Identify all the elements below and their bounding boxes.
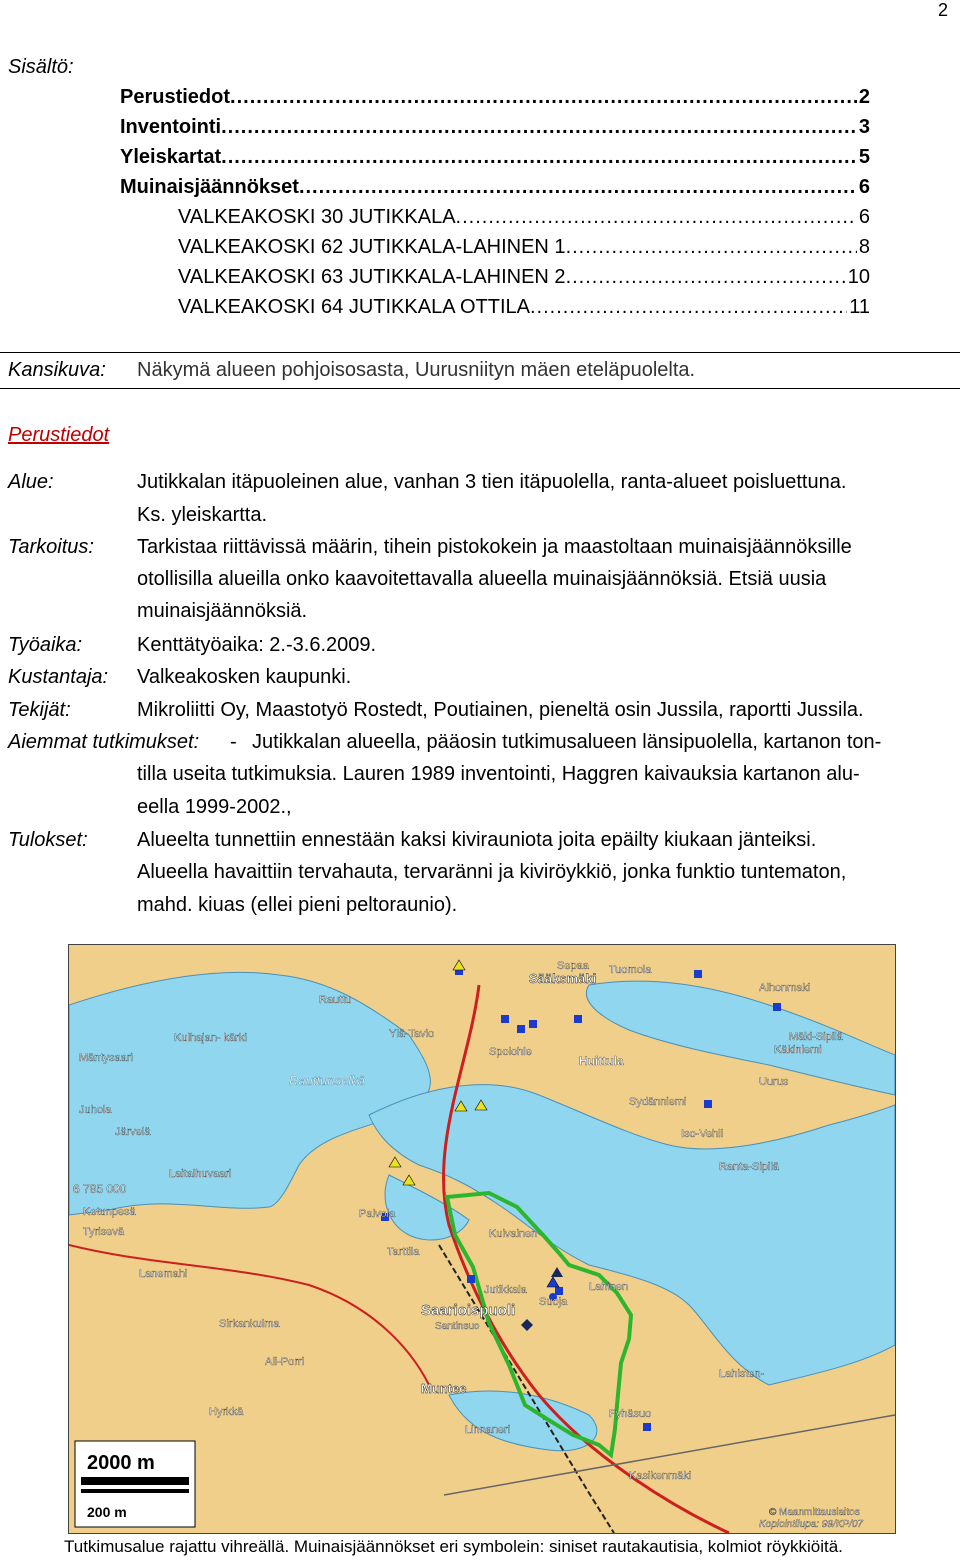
toc-entry-page: 3 [858, 116, 870, 138]
map-place-label: Sydänniemi [629, 1096, 687, 1108]
list-dash: - [230, 731, 237, 753]
aiemmat-text-line: eella 1999-2002., [137, 796, 292, 818]
tulokset-text-line: mahd. kiuas (ellei pieni peltoraunio). [137, 894, 458, 916]
kustantaja-value: Valkeakosken kaupunki. [137, 666, 352, 688]
site-marker-square-icon [517, 1025, 525, 1033]
map-place-label: Rauttu [319, 994, 352, 1006]
toc-entry-title: Inventointi [120, 116, 222, 138]
map-place-label: Ylä-Tavio [389, 1028, 435, 1040]
tekijat-value: Mikroliitti Oy, Maastotyö Rostedt, Poutiainen, pieneltä osin Jussila, raportti Jussila. [137, 699, 864, 721]
toc-entry-title: VALKEAKOSKI 63 JUTIKKALA-LAHINEN 2 [178, 266, 566, 288]
field-label-aiemmat: Aiemmat tutkimukset: [8, 731, 200, 753]
toc-entry-title: VALKEAKOSKI 64 JUTIKKALA OTTILA [178, 296, 530, 318]
toc-title: Sisältö: [8, 56, 74, 78]
map-copyright: © Maanmittauslaitos [769, 1507, 860, 1518]
toc-entry[interactable] [120, 146, 870, 172]
toc-entry[interactable] [178, 206, 870, 232]
toc-leader [530, 296, 847, 319]
map-place-label: Laitalhuvaari [169, 1168, 232, 1180]
toc-leader [221, 116, 857, 139]
aiemmat-text-line: Jutikkalan alueella, pääosin tutkimusalueen länsipuolella, kartanon ton- [252, 731, 882, 753]
toc-entry-page: 6 [858, 176, 870, 198]
map-place-label: Rauttunselkä [289, 1073, 365, 1088]
map-place-label: Lahisten- [719, 1368, 765, 1380]
map-grid-label: 6 785 000 [73, 1182, 127, 1196]
toc-entry-page: 6 [858, 206, 870, 228]
tulokset-text-line: Alueelta tunnettiin ennestään kaksi kivirauniota joita epäilty kiukaan jänteiksi. [137, 829, 817, 851]
map-place-label: Linnaneri [465, 1424, 511, 1436]
site-marker-square-icon [704, 1100, 712, 1108]
survey-area-map [68, 944, 896, 1534]
field-label-tulokset: Tulokset: [8, 829, 88, 851]
map-caption: Tutkimusalue rajattu vihreällä. Muinaisjäännökset eri symbolein: siniset rautakautisia, kolmiot röykkiöitä. [64, 1537, 843, 1556]
site-marker-square-icon [467, 1275, 475, 1283]
site-marker-square-icon [694, 970, 702, 978]
map-place-label: Kuivainen [489, 1228, 538, 1240]
map-place-label: Tarttila [387, 1246, 420, 1258]
map-place-label: Järvelä [115, 1126, 151, 1138]
aiemmat-text-line: tilla useita tutkimuksia. Lauren 1989 inventointi, Haggren kaivauksia kartanon alu- [137, 763, 860, 785]
toc-entry-title: VALKEAKOSKI 30 JUTIKKALA [178, 206, 456, 228]
site-marker-square-icon [555, 1287, 563, 1295]
map-place-label: Uurus [759, 1076, 789, 1088]
toc-entry[interactable] [178, 266, 870, 292]
tarkoitus-text-line: Tarkistaa riittävissä määrin, tihein pistokokein ja maastoltaan muinaisjäännöksille [137, 536, 852, 558]
toc-leader [221, 146, 857, 169]
map-place-label: Ali-Porri [265, 1356, 305, 1368]
toc-entry-title: VALKEAKOSKI 62 JUTIKKALA-LAHINEN 1 [178, 236, 566, 258]
alue-text-line: Jutikkalan itäpuoleinen alue, vanhan 3 tien itäpuolella, ranta-alueet poisluettuna. [137, 471, 847, 493]
tyoaika-value: Kenttätyöaika: 2.-3.6.2009. [137, 634, 377, 656]
toc-entry-page: 10 [847, 266, 870, 288]
map-place-label: Iso-Vehli [681, 1128, 724, 1140]
map-place-label: Ranta-Sipilä [719, 1161, 779, 1173]
map-place-label: Hyrkkä [209, 1406, 244, 1418]
horizontal-rule [0, 352, 960, 353]
toc-entry[interactable] [178, 236, 870, 262]
scale-bar [81, 1477, 189, 1485]
toc-entry[interactable] [120, 176, 870, 202]
cover-description: Näkymä alueen pohjoisosasta, Uurusniityn mäen eteläpuolelta. [137, 359, 696, 381]
map-place-label: Muntee [421, 1381, 467, 1396]
scale-label-large: 2000 m [87, 1452, 155, 1474]
page-number: 2 [937, 0, 948, 20]
toc-leader [456, 206, 857, 229]
toc-entry[interactable] [120, 116, 870, 142]
toc-leader [299, 176, 857, 199]
map-place-label: Santinsuo [435, 1321, 480, 1332]
toc-entry-title: Yleiskartat [120, 146, 222, 168]
tulokset-text-line: Alueella havaittiin tervahauta, tervaränni ja kiviröykkiö, jonka funktio tuntematon, [137, 861, 847, 883]
toc-entry[interactable] [120, 86, 870, 112]
map-place-label: Sääksmäki [529, 971, 597, 986]
map-place-label: Alhonmaki [759, 982, 811, 994]
field-label-kustantaja: Kustantaja: [8, 666, 109, 688]
field-label-tyoaika: Työaika: [8, 634, 83, 656]
horizontal-rule [0, 388, 960, 389]
field-label-tekijat: Tekijät: [8, 699, 71, 721]
alue-text-line: Ks. yleiskartta. [137, 504, 268, 526]
toc-leader [566, 236, 857, 259]
map-place-label: Sepaa [557, 960, 589, 972]
tarkoitus-text-line: muinaisjäännöksiä. [137, 600, 308, 622]
map-place-label: Fyhäsuo [609, 1408, 652, 1420]
toc-leader [566, 266, 846, 289]
scale-label-small: 200 m [87, 1504, 127, 1520]
toc-entry-page: 2 [858, 86, 870, 108]
map-place-label: Jutikkala [484, 1284, 527, 1296]
cover-label: Kansikuva: [8, 359, 106, 381]
map-place-label: Ketunpesä [83, 1206, 136, 1218]
site-marker-square-icon [643, 1423, 651, 1431]
map-place-label: Lanemahi [139, 1268, 188, 1280]
field-label-alue: Alue: [8, 471, 54, 493]
tarkoitus-text-line: otollisilla alueilla onko kaavoitettavalla alueella muinaisjäännöksiä. Etsiä uusia [137, 568, 827, 590]
toc-entry[interactable] [178, 296, 870, 322]
toc-entry-title: Muinaisjäännökset [120, 176, 299, 198]
map-place-label: Suoja [539, 1296, 568, 1308]
site-marker-square-icon [501, 1015, 509, 1023]
map-place-label: Spolohle [489, 1046, 532, 1058]
toc-entry-page: 5 [858, 146, 870, 168]
map-drawing [69, 945, 895, 1533]
map-place-label: Sirkankulma [219, 1318, 280, 1330]
map-place-label: Lahinen [589, 1281, 629, 1293]
site-marker-square-icon [773, 1003, 781, 1011]
toc-entry-title: Perustiedot [120, 86, 231, 108]
map-place-label: Saarioispuoli [421, 1302, 516, 1319]
map-place-label: Tuomola [609, 964, 652, 976]
map-place-label: Kasikenmäki [629, 1470, 692, 1482]
section-heading: Perustiedot [8, 424, 110, 446]
field-label-tarkoitus: Tarkoitus: [8, 536, 94, 558]
map-place-label: Juhola [79, 1104, 112, 1116]
map-place-label: Kulhajan- kärki [174, 1032, 247, 1044]
map-place-label: Tyrisevä [83, 1226, 124, 1238]
site-marker-square-icon [529, 1020, 537, 1028]
toc-entry-page: 8 [858, 236, 870, 258]
map-place-label: Huittula [579, 1054, 624, 1068]
map-place-label: Mäntysaari [79, 1052, 133, 1064]
toc-leader [230, 86, 857, 109]
map-place-label: Palvola [359, 1208, 396, 1220]
toc-entry-page: 11 [849, 296, 870, 318]
map-place-label: Käkiniemi [774, 1044, 822, 1056]
scale-bar [81, 1489, 189, 1493]
map-place-label: Mäki-Sipilä [789, 1031, 843, 1043]
site-marker-square-icon [574, 1015, 582, 1023]
map-license: Kopiointilupa: 99/KP/07 [759, 1519, 863, 1530]
